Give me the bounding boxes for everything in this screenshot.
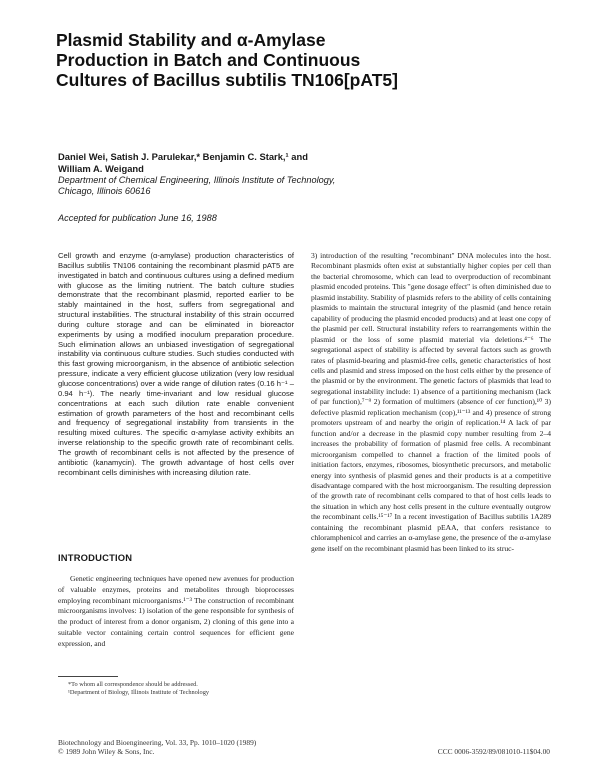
affiliation-line-2: Chicago, Illinois 60616 — [58, 186, 151, 196]
introduction-heading: INTRODUCTION — [58, 552, 133, 563]
title-line-2: Production in Batch and Continuous — [56, 50, 361, 70]
journal-line-2: © 1989 John Wiley & Sons, Inc. — [58, 747, 155, 756]
accepted-date: Accepted for publication June 16, 1988 — [58, 213, 217, 223]
affiliation-line-1: Department of Chemical Engineering, Illinois Institute of Technology, — [58, 175, 336, 185]
footnote-correspondence: *To whom all correspondence should be addressed. — [68, 681, 198, 688]
footnotes — [58, 681, 294, 697]
article-title — [56, 30, 476, 90]
footnote-affiliation: ¹Department of Biology, Illinois Institute of Technology — [68, 689, 210, 696]
title-line-3: Cultures of Bacillus subtilis TN106[pAT5] — [56, 70, 398, 90]
introduction-paragraph: Genetic engineering techniques have opened new avenues for production of valuable enzymes, proteins and metabolites through bioprocesses employing recombinant microorganisms.¹⁻³ The construction of recombinant microorganisms involves: 1) isolation of the gene responsible for synthesis of the product of interest from a donor organism, 2) cloning of this gene into a suitable vector containing certain control sequences for efficient gene expression, and — [58, 574, 294, 648]
authors — [58, 151, 478, 174]
affiliation — [58, 175, 478, 197]
ccc-code: CCC 0006-3592/89/081010-11$04.00 — [437, 747, 550, 756]
authors-line-1: Daniel Wei, Satish J. Parulekar,* Benjamin C. Stark,¹ and — [58, 151, 308, 162]
title-line-1: Plasmid Stability and α-Amylase — [56, 30, 326, 50]
footnote-rule — [58, 676, 118, 677]
journal-line-1: Biotechnology and Bioengineering, Vol. 33, Pp. 1010–1020 (1989) — [58, 738, 257, 747]
journal-citation — [58, 738, 294, 756]
right-column-text: 3) introduction of the resulting "recombinant" DNA molecules into the host. Recombinant plasmids often exist at substantially higher copies per cell than the bacterial chromosome, which can lead to overproduction of recombinant plasmid encoded proteins. This "gene dosage effect" is often diminished due to plasmid instability. Stability of plasmids refers to the ability of cells containing plasmids to maintain the structural integrity of the plasmid (and hence retain capability of producing the plasmid encoded products) and at least one copy of the plasmid per cell. Structural instability refers to rearrangements within the plasmid or the loss of some plasmid material via deletions.⁴⁻⁶ The segregational aspect of stability is affected by several factors such as growth rates of plasmid-bearing and plasmid-free cells, genetic characteristics of host cells and plasmid and stress imposed on the host cells either by the presence of the plasmid or by the environment. The genetic factors of plasmids that lead to segregational instability include: 1) absence of a partitioning mechanism (lack of par function),⁷⁻⁹ 2) formation of multimers (absence of cer function),¹⁰ 3) defective plasmid replication mechanism (cop),¹¹⁻¹³ and 4) presence of strong promoters upstream of and nearby the origin of replication.¹⁴ A lack of par function and/or a decrease in the plasmid copy number resulting from 2–4 increases the probability of formation of plasmid free cells. A recombinant microorganism compelled to channel a fraction of the limited pools of initiation factors, enzymes, ribosomes, biosynthetic precursors, and metabolic energy into synthesis of plasmid genes and their products is at a competitive disadvantage compared with the host microorganism. The resulting depression of the growth rate of recombinant cells compared to that of host cells leads to the situation in which any host cells present in the culture eventually outgrow the recombinant cells.¹⁵⁻¹⁷ In a recent investigation of Bacillus subtilis 1A289 containing the recombinant plasmid pEAA, that confers resistance to chloramphenicol and carries an α-amylase gene, the presence of the α-amylase gene itself on the recombinant plasmid has been linked to its struc- — [311, 251, 552, 553]
authors-line-2: William A. Weigand — [58, 162, 144, 174]
abstract: Cell growth and enzyme (α-amylase) production characteristics of Bacillus subtilis TN106 containing the recombinant plasmid pAT5 are investigated in batch and continuous cultures using a defined medium with glucose as the limiting nutrient. The batch culture studies demonstrate that the recombinant plasmid, reported earlier to be stably maintained in the host, suffers from segregational and structural instabilities. The structural instability of this strain occurred during culture storage and can be eliminated in bioreactor experiments by using a modified inoculum preparation procedure. Such elimination allows an unbiased investigation of segregational instability via continuous culture studies. Such studies conducted with this fast growing microorganism, in the absence of antibiotic selection pressure, indicate a very efficient glucose utilization (very low residual glucose concentrations) over a wide range of dilution rates (0.16 h⁻¹ – 0.94 h⁻¹). The nearly time-invariant and low residual glucose concentrations at each such dilution rate enable convenient estimation of growth parameters of the host and recombinant cells and frequency of segregational instability from transients in the resulting mixed cultures. The specific α-amylase activity exhibits an inverse relationship to the specific growth rate of recombinant cells. The growth of recombinant cells is not affected by the presence of antibiotic (kanamycin). The growth advantage of host cells over recombinant cells diminishes with increasing dilution rate. — [58, 251, 294, 477]
